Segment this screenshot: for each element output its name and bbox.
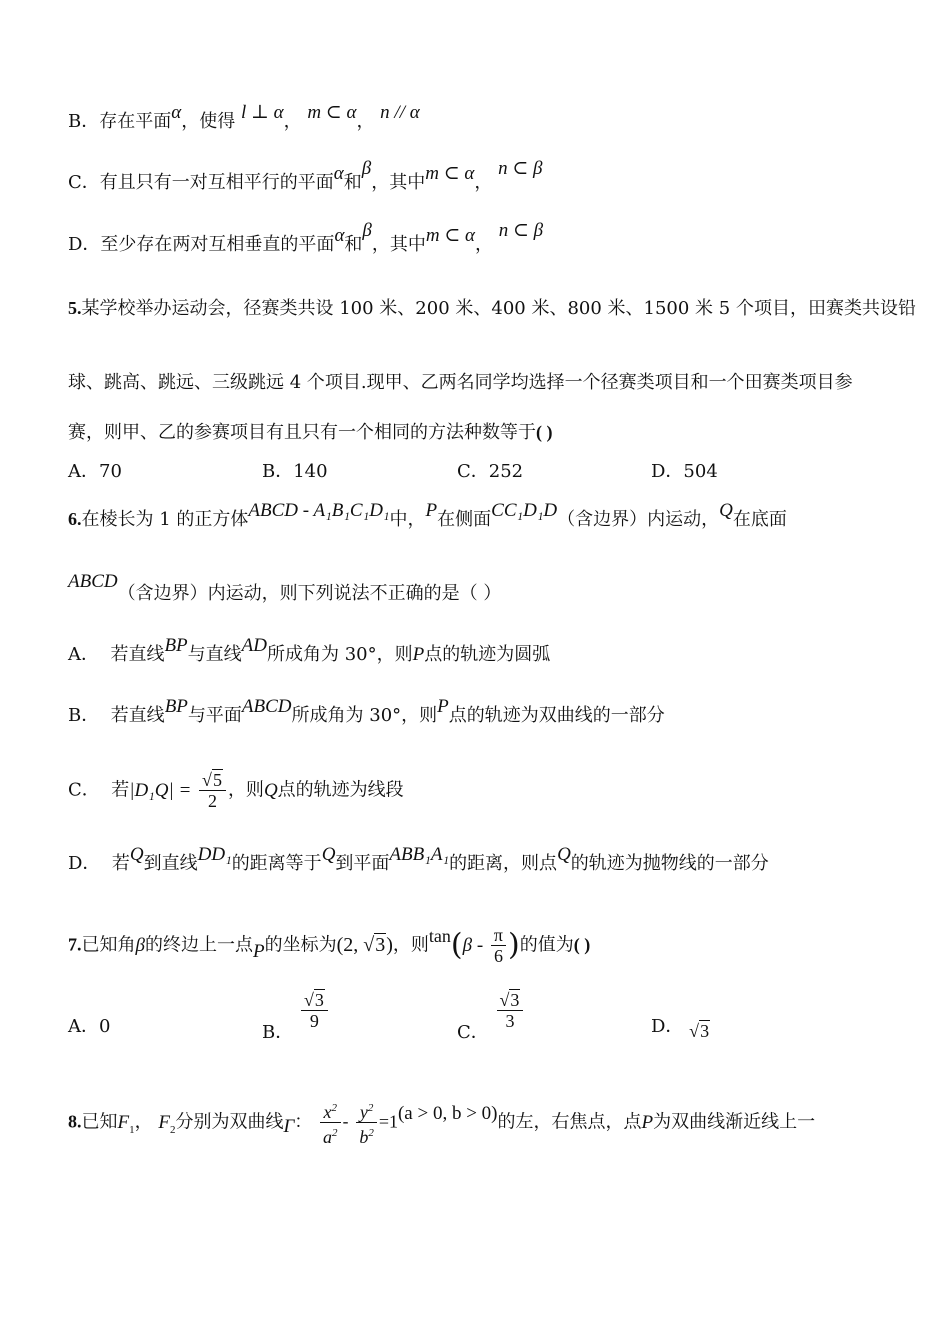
q5-option-d: D．504 xyxy=(651,461,718,482)
q7-option-a: A．0 xyxy=(68,1016,111,1037)
q7-option-b: B． $\frac{√3}{9}$ xyxy=(262,990,330,1031)
q7-stem: 7.已知角β的终边上一点P的坐标为(2, √3)，则tan(β - $\frac{\pi}{6}$ )的值为( ) xyxy=(68,925,591,966)
q6-option-d: D． 若Q到直线DD₁的距离等于Q到平面ABB₁A₁的距离，则点Q的轨迹为抛物线的一部分 xyxy=(68,844,769,874)
q7-option-c: C． $\frac{√3}{3}$ xyxy=(457,990,525,1031)
q5-option-a: A．70 xyxy=(68,461,122,482)
q4-option-d: D．至少存在两对互相垂直的平面α和β，其中m ⊂ α， n ⊂ β xyxy=(68,220,544,255)
q5-line1: 5.某学校举办运动会，径赛类共设 100 米、200 米、400 米、800 米、1500 米 5 个项目，田赛类共设铅 xyxy=(68,298,916,319)
q4-option-c: C．有且只有一对互相平行的平面α和β，其中m ⊂ α， n ⊂ β xyxy=(68,158,543,193)
q4-option-b: B．存在平面α，使得 l ⊥ α， m ⊂ α， n // α xyxy=(68,102,420,132)
q5-line2: 球、跳高、跳远、三级跳远 4 个项目.现甲、乙两名同学均选择一个径赛类项目和一个田赛类项目参 xyxy=(68,372,853,393)
q8-stem: 8.已知$F_1$， $F_2$分别为双曲线Γ： $\frac{x^2}{a^2}$ - $\frac{y^2}{b^2}$ =1(a > 0, b > 0)的左，右焦点，点P为双曲线渐近线上一 xyxy=(68,1098,815,1147)
q6-option-b: B． 若直线BP与平面ABCD所成角为 30°，则P点的轨迹为双曲线的一部分 xyxy=(68,696,665,726)
q6-option-a: A． 若直线BP与直线AD所成角为 30°，则P点的轨迹为圆弧 xyxy=(68,635,551,665)
q6-stem-line2: ABCD（含边界）内运动，则下列说法不正确的是（ ） xyxy=(68,571,502,604)
q5-line3: 赛，则甲、乙的参赛项目有且只有一个相同的方法种数等于( ) xyxy=(68,422,553,443)
q6-stem-line1: 6.在棱长为 1 的正方体ABCD - A₁B₁C₁D₁中，P在侧面CC₁D₁D（含边界）内运动，Q在底面 xyxy=(68,500,787,530)
q5-option-b: B．140 xyxy=(262,461,328,482)
q6-c-fraction: $\frac{√5}{2}$ xyxy=(199,770,226,811)
q6-option-c: C． 若|D₁Q| = $\frac{√5}{2}$ ，则Q点的轨迹为线段 xyxy=(68,770,404,811)
q5-option-c: C．252 xyxy=(457,461,524,482)
q7-option-d: D． √3 xyxy=(651,1016,710,1041)
